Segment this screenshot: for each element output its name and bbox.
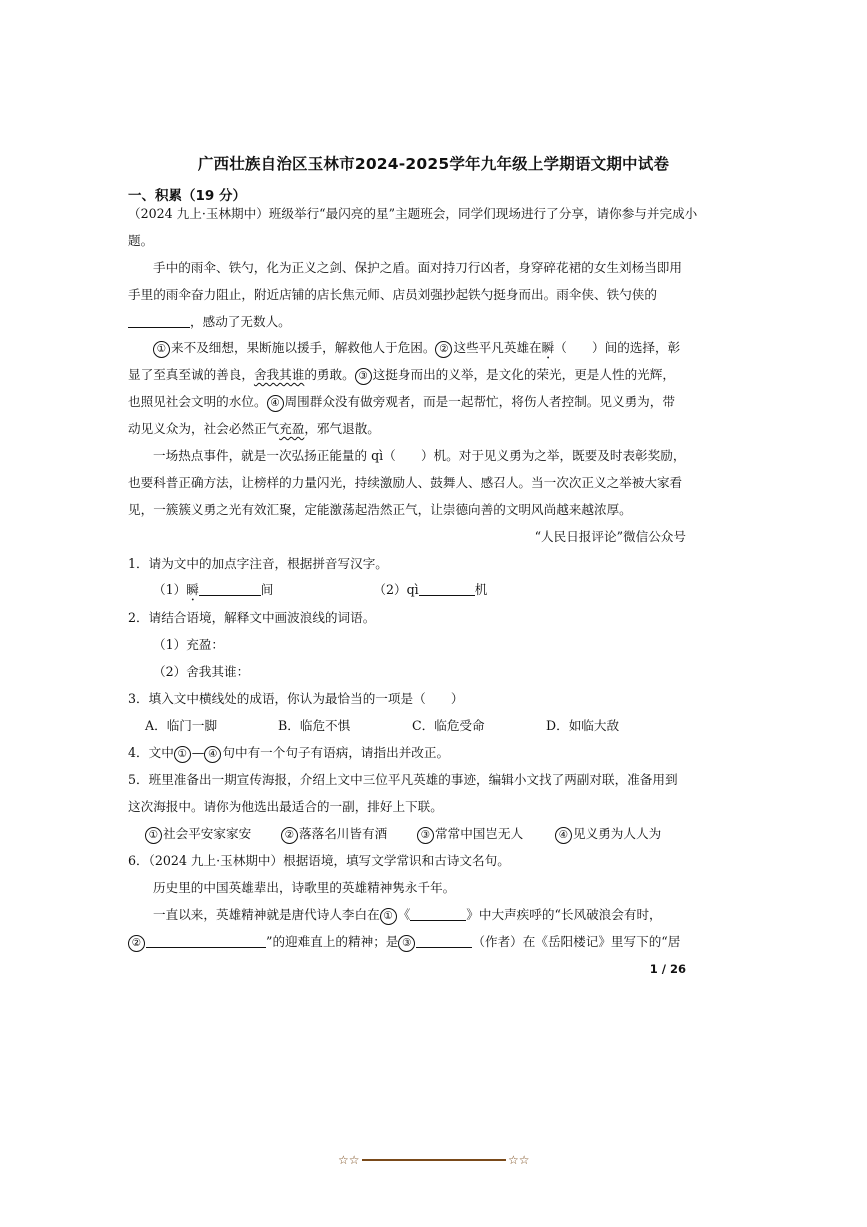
intro-line-2: 题。 (128, 233, 154, 248)
footer-ornament (0, 1151, 867, 1169)
question-1: 1．请为文中的加点字注音，根据拼音写汉字。 (128, 556, 388, 571)
wavy-word: 充盈 (279, 421, 305, 436)
question-5-line-1: 5．班里准备出一期宣传海报，介绍上文中三位平凡英雄的事迹，编辑小文找了两副对联，准备用到 (128, 772, 678, 787)
answer-blank[interactable] (410, 906, 466, 921)
couplet-option-1[interactable]: ① 社会平安家家安 (145, 825, 281, 844)
question-3-options (145, 717, 686, 735)
question-1-subitems: （1）瞬 间 （2）qì 机 (153, 582, 488, 597)
page-number: 1 / 26 (649, 962, 686, 976)
answer-blank[interactable] (416, 933, 472, 948)
circle-number-2: ② (435, 341, 452, 358)
exam-title: 广西壮族自治区玉林市2024-2025学年九年级上学期语文期中试卷 (197, 155, 670, 173)
answer-blank[interactable] (199, 581, 261, 596)
option-c[interactable]: C．临危受命 (412, 718, 485, 733)
question-2-item-1: （1）充盈： (153, 637, 224, 652)
para1-line-2: 手里的雨伞奋力阻止，附近店铺的店长焦元师、店员刘强抄起铁勺挺身而出。雨伞侠、铁勺侠的 (128, 287, 657, 302)
question-6-line-2: 一直以来，英雄精神就是唐代诗人李白在 ① 《 》中大声疾呼的“长风破浪会有时， (153, 906, 686, 925)
question-5-options (145, 825, 686, 844)
answer-blank[interactable] (146, 933, 266, 948)
intro-line-1: （2024 九上·玉林期中）班级举行“最闪亮的星”主题班会，同学们现场进行了分享，请你参与并完成小 (128, 206, 698, 221)
couplet-option-4[interactable]: ④ 见义勇为人人为 (555, 825, 661, 844)
question-6-intro: 历史里的中国英雄辈出，诗歌里的英雄精神隽永千年。 (153, 880, 456, 895)
footer-divider (362, 1159, 506, 1161)
question-6: 6．（2024 九上·玉林期中）根据语境，填写文学常识和古诗文名句。 (128, 853, 510, 868)
couplet-option-3[interactable]: ③ 常常中国岂无人 (417, 825, 555, 844)
question-2-item-2: （2）舍我其谁： (153, 664, 250, 679)
option-b[interactable]: B．临危不惧 (278, 718, 351, 733)
question-2: 2．请结合语境，解释文中画波浪线的词语。 (128, 610, 376, 625)
answer-blank[interactable] (419, 581, 475, 596)
para3-line-1: 一场热点事件，就是一次弘扬正能量的 qì（ ）机。对于见义勇为之举，既要及时表彰奖励， (153, 448, 686, 463)
para2-line-2: 显了至真至诚的善良，舍我其谁的勇敢。 ③ 这挺身而出的义举，是文化的荣光，更是人性的光辉， (128, 366, 686, 385)
fill-blank[interactable] (128, 313, 190, 328)
circle-number-1: ① (153, 341, 170, 358)
para3-line-2: 也要科普正确方法，让榜样的力量闪光，持续激励人、鼓舞人、感召人。当一次次正义之举被大家看 (128, 475, 683, 490)
para2-line-1: ① 来不及细想，果断施以援手，解救他人于危困。 ② 这些平凡英雄在瞬（ ）间的选择，彰 (153, 339, 686, 362)
para3-line-3: 见，一簇簇义勇之光有效汇聚，定能激荡起浩然正气，让崇德向善的文明风尚越来越浓厚。 (128, 502, 632, 517)
circle-number-4: ④ (267, 395, 284, 412)
para2-line-3: 也照见社会文明的水位。 ④ 周围群众没有做旁观者，而是一起帮忙，将伤人者控制。见义勇为，带 (128, 393, 686, 412)
para1-line-3: ，感动了无数人。 (128, 313, 686, 331)
question-3: 3．填入文中横线处的成语，你认为最恰当的一项是（ ） (128, 691, 464, 706)
option-a[interactable]: A．临门一脚 (145, 718, 218, 733)
question-6-line-3: ② ”的迎难直上的精神；是 ③ （作者）在《岳阳楼记》里写下的“居 (128, 933, 686, 952)
para1-line-1: 手中的雨伞、铁勺，化为正义之剑、保护之盾。面对持刀行凶者，身穿碎花裙的女生刘杨当即用 (153, 260, 682, 275)
para2-line-4: 动见义众为，社会必然正气充盈，邪气退散。 (128, 421, 380, 436)
wavy-word: 舍我其谁 (253, 367, 305, 382)
question-4: 4．文中 ① — ④ 句中有一个句子有语病，请指出并改正。 (128, 744, 686, 763)
star-icon: ☆☆ (508, 1153, 530, 1167)
option-d[interactable]: D．如临大敌 (546, 718, 620, 733)
dotted-char: 瞬 (541, 340, 555, 355)
circle-number-3: ③ (355, 368, 372, 385)
couplet-option-2[interactable]: ② 落落名川皆有酒 (281, 825, 417, 844)
question-5-line-2: 这次海报中。请你为他选出最适合的一副，排好上下联。 (128, 799, 443, 814)
section-heading: 一、积累（19 分） (128, 188, 246, 204)
source-line: “人民日报评论”微信公众号 (534, 529, 686, 544)
star-icon: ☆☆ (338, 1153, 360, 1167)
